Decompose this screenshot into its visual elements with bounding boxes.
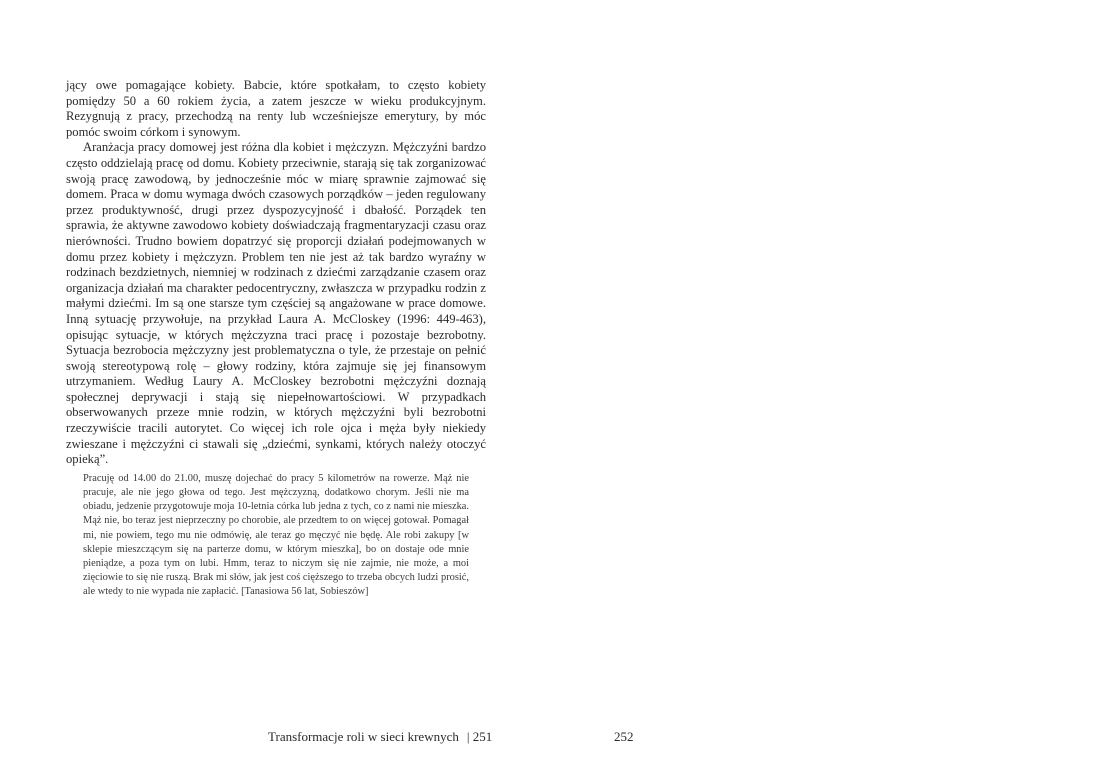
left-page-text-block [66, 78, 486, 600]
right-page-number: 252 [614, 729, 634, 744]
left-page-number: | 251 [466, 729, 493, 744]
running-footer-left [268, 729, 492, 745]
paragraph-continuation: jący owe pomagające kobiety. Babcie, które spotkałam, to często kobiety pomiędzy 50 a 60 rokiem życia, a zatem jeszcze w wieku produkcyjnym. Rezygnują z pracy, przechodzą na renty lub wcześniejsze emerytury, by móc pomóc swoim córkom i synowym. [66, 78, 486, 139]
running-title: Transformacje roli w sieci krewnych [268, 729, 459, 744]
interview-quote: Pracuję od 14.00 do 21.00, muszę dojechać do pracy 5 kilometrów na rowerze. Mąż nie pracuje, ale nie jego głowa od tego. Jest mężczyzną, dodatkowo chorym. Jeśli nie ma obiadu, jedzenie przygotowuje moja 10-letnia córka lub jedna z tych, co z nami nie mieszka. Mąż nie, bo teraz jest nieprzeczny po chorobie, ale przedtem to on więcej gotował. Pomagał mi, nie powiem, tego mu nie odmówię, ale teraz go męczyć nie będę. Ale robi zakupy [w sklepie mieszczącym się na parterze domu, w którym mieszka], bo on dostaje ode mnie pieniądze, a poza tym on lubi. Hmm, teraz to niczym się nie zajmie, nie może, a moi zięciowie to się nie ruszą. Brak mi słów, jak jest coś cięższego to trzeba obcych ludzi prosić, ale wtedy to nie wypada nie zapłacić. [Tanasiowa 56 lat, Sobieszów] [83, 472, 469, 598]
paragraph-housework: Aranżacja pracy domowej jest różna dla kobiet i mężczyzn. Mężczyźni bardzo często oddzielają pracę od domu. Kobiety przeciwnie, starają się tak zorganizować swoją pracę zawodową, by jednocześnie móc w miarę sprawnie zajmować się domem. Praca w domu wymaga dwóch czasowych porządków – jeden regulowany przez produktywność, drugi przez dyspozycyjność i dbałość. Porządek ten sprawia, że aktywne zawodowo kobiety doświadczają fragmentaryzacji czasu oraz nierówności. Trudno bowiem dopatrzyć się proporcji działań podejmowanych w domu przez kobiety i mężczyzn. Problem ten nie jest aż tak bardzo wyraźny w rodzinach bezdzietnych, niemniej w rodzinach z dziećmi zarządzanie czasem oraz organizacja działań ma charakter pedocentryczny, zwłaszcza w przypadku rodzin z małymi dziećmi. Im są one starsze tym częściej są angażowane w prace domowe. Inną sytuację przywołuje, na przykład Laura A. McCloskey (1996: 449-463), opisując sytuacje, w których mężczyzna traci pracę i pozostaje bezrobotny. Sytuacja bezrobocia mężczyzny jest problematyczna o tyle, że przestaje on pełnić swoją stereotypową rolę – głowy rodziny, która zajmuje się jej finansowym utrzymaniem. Według Laury A. McCloskey bezrobotni mężczyźni doznają społecznej deprywacji i stają się niepełnowartościowi. W przypadkach obserwowanych przeze mnie rodzin, w których mężczyźni byli bezrobotni rzeczywiście tracili autorytet. Co więcej ich role ojca i męża były niekiedy zwieszane i mężczyźni ci stawali się „dziećmi, synkami, których należy otoczyć opieką”. [66, 140, 486, 467]
